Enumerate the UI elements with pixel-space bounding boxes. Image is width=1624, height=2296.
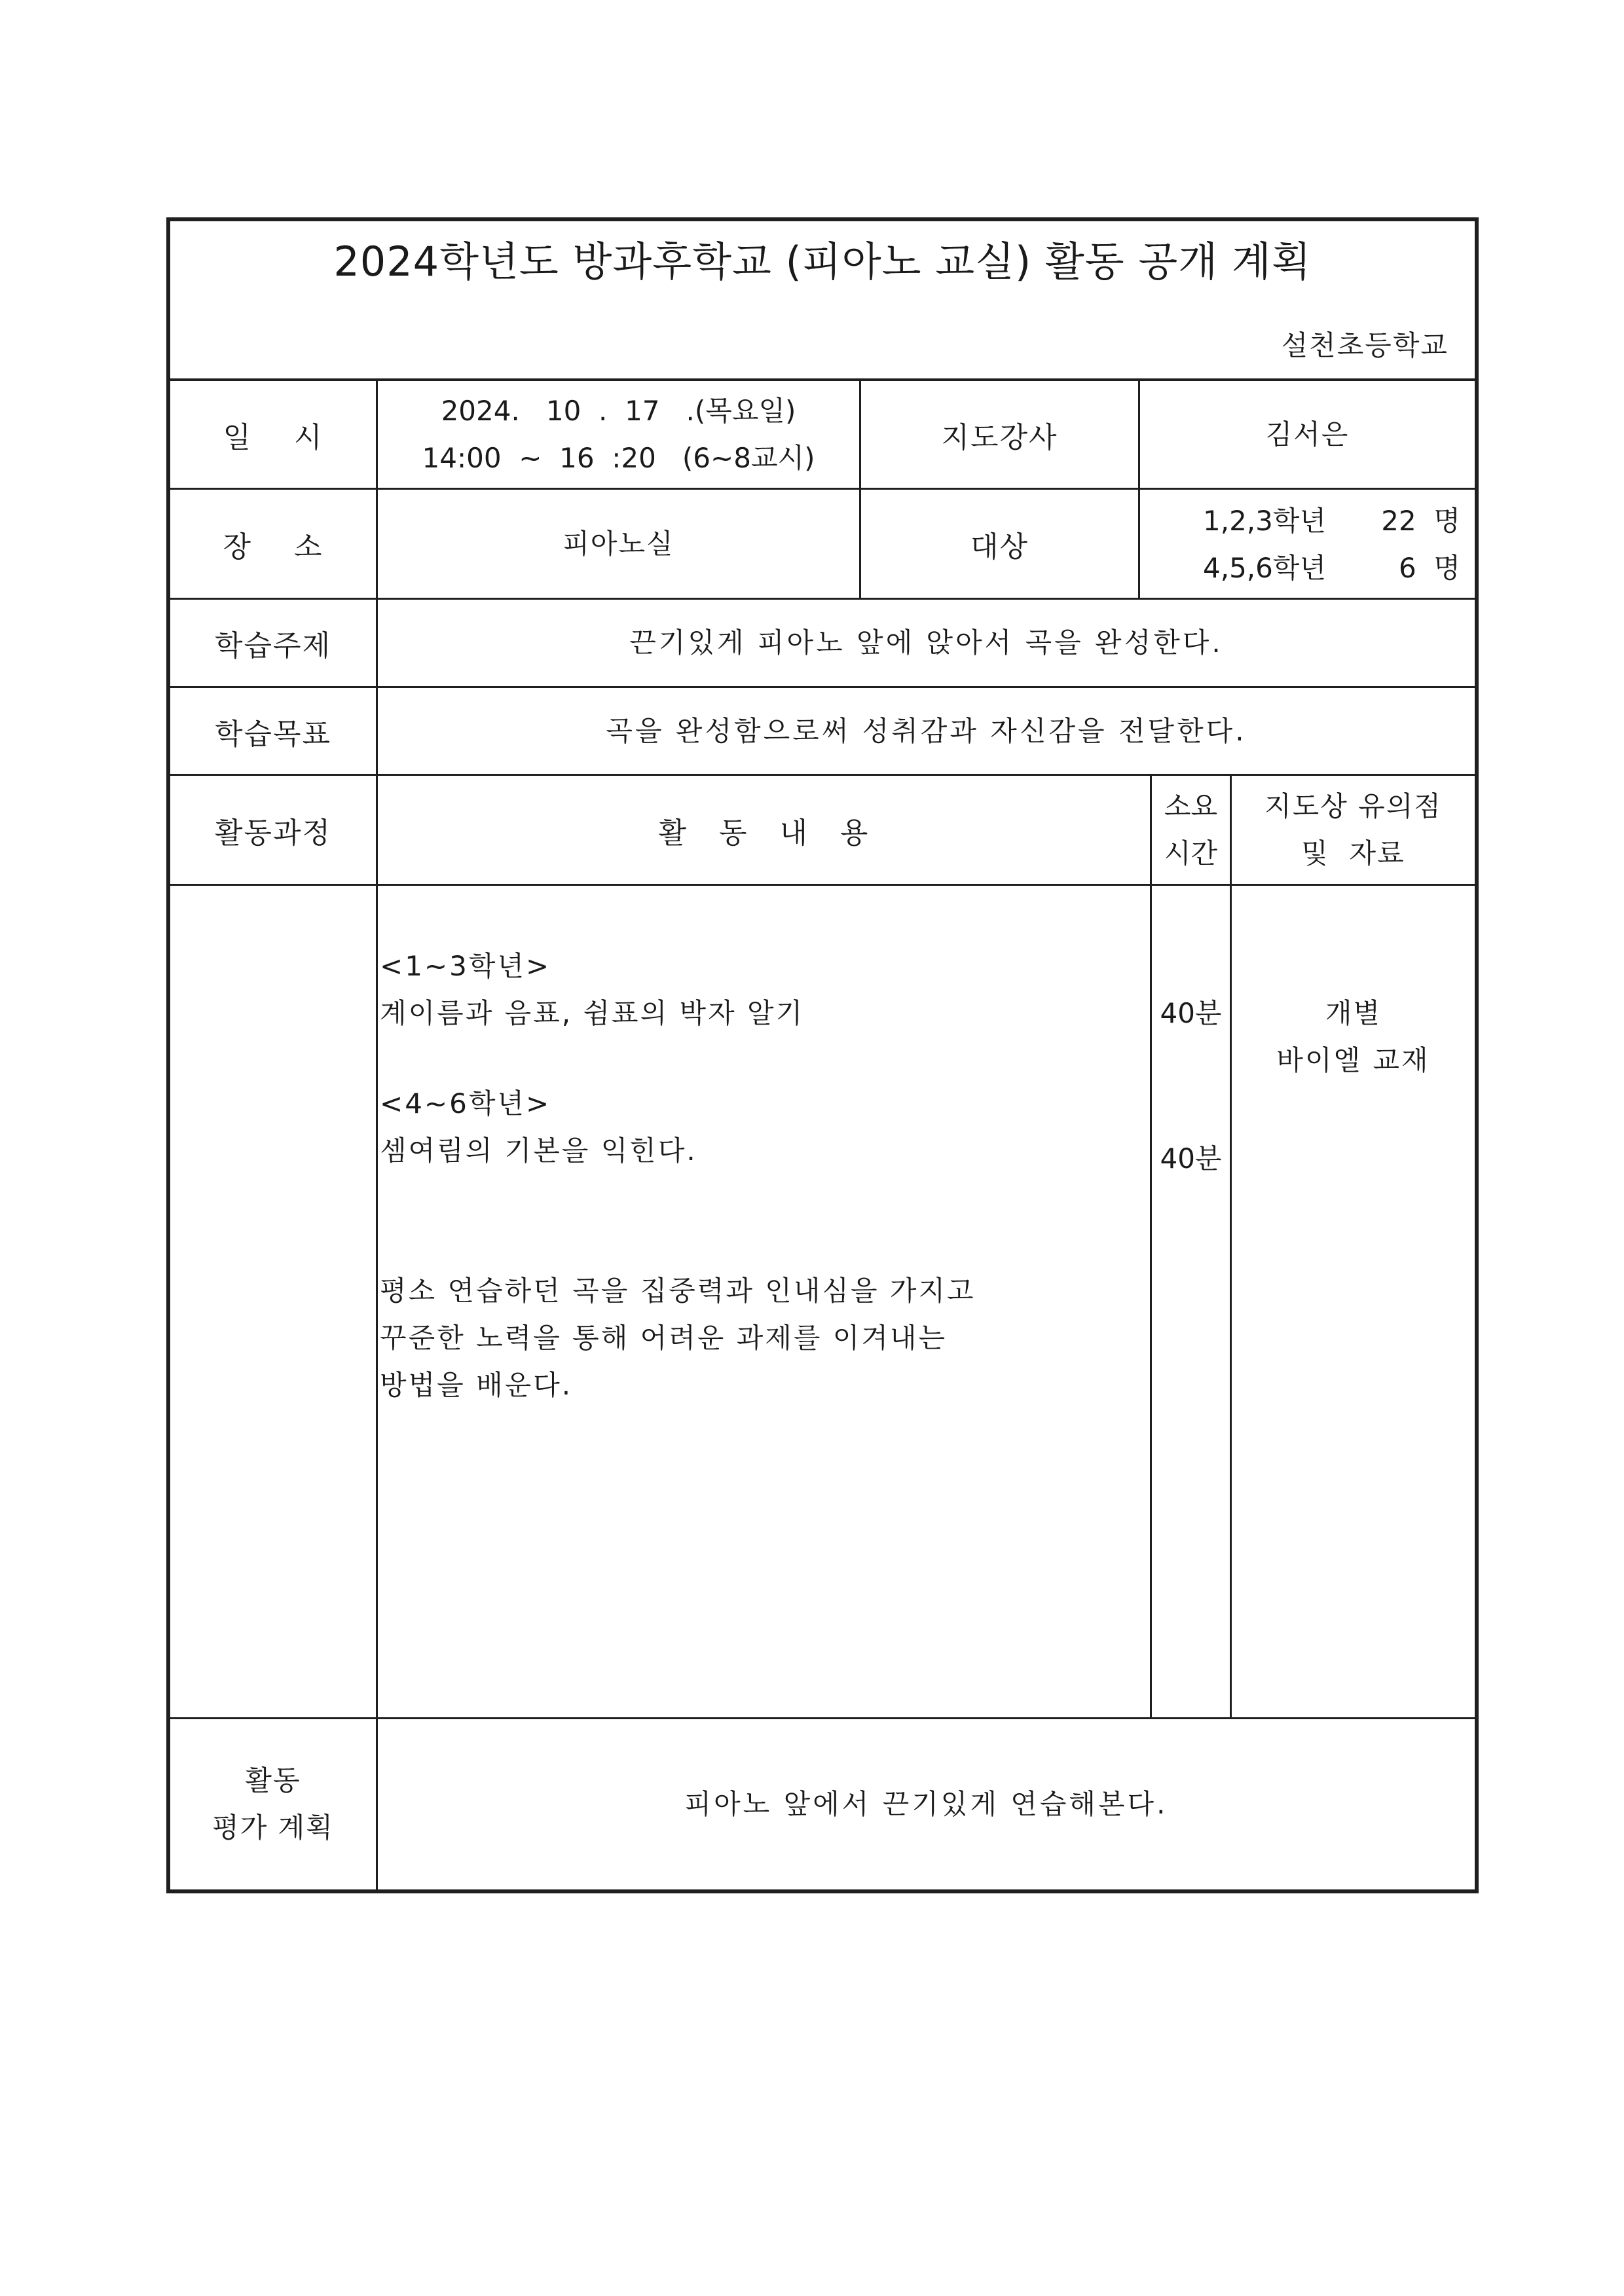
time1-value: 40분 <box>1160 997 1222 1029</box>
notes-line2: 바이엘 교재 <box>1276 1044 1430 1076</box>
time2-value: 40분 <box>1160 1142 1222 1175</box>
subject-label-cell <box>170 600 376 686</box>
activity-content <box>380 943 1146 1409</box>
notes-header-line1: 지도상 유의점 <box>1264 790 1442 822</box>
goal-value: 곡을 완성함으로써 성취감과 자신감을 전달한다. <box>606 714 1247 747</box>
date-label-cell <box>170 381 376 488</box>
place-cell <box>378 490 859 598</box>
subject-value: 끈기있게 피아노 앞에 앉아서 곡을 완성한다. <box>629 627 1223 659</box>
time-header-cell <box>1152 776 1230 884</box>
evaluation-value: 피아노 앞에서 끈기있게 연습해본다. <box>684 1788 1168 1820</box>
instructor-label: 지도강사 <box>941 420 1058 454</box>
target-cell <box>1140 490 1475 598</box>
target-grade-1: 1,2,3학년 <box>1203 505 1327 537</box>
time2-cell <box>1152 1135 1230 1182</box>
group1-text: 계이름과 음표, 쉼표의 박자 알기 <box>380 997 805 1029</box>
notes-header-line2: 및 자료 <box>1301 837 1405 869</box>
evaluation-label-line2: 평가 계획 <box>212 1812 334 1844</box>
evaluation-label-cell <box>170 1719 376 1889</box>
date-label: 일 시 <box>223 420 323 454</box>
border-bottom <box>166 1889 1479 1893</box>
target-label: 대상 <box>970 530 1029 564</box>
target-count-1: 22 명 <box>1381 505 1460 537</box>
place-label: 장 소 <box>223 530 323 564</box>
border-right <box>1475 217 1479 1893</box>
date-cell <box>378 381 859 488</box>
group1-heading: <1~3학년> <box>380 950 551 982</box>
process-label: 활동과정 <box>214 816 331 850</box>
subject-label: 학습주제 <box>214 629 331 663</box>
goal-label-cell <box>170 688 376 774</box>
method-line2: 꾸준한 노력을 통해 어려운 과제를 이겨내는 <box>380 1322 948 1354</box>
target-label-cell <box>861 490 1138 598</box>
col-time <box>1150 774 1152 1719</box>
target-grade-2: 4,5,6학년 <box>1203 552 1327 584</box>
process-label-cell <box>170 776 376 884</box>
notes-line1: 개별 <box>1325 997 1382 1029</box>
content-header-cell <box>378 776 1150 884</box>
school-name: 설천초등학교 <box>1281 329 1449 361</box>
evaluation-cell <box>378 1719 1475 1889</box>
time-header-line1: 소요 <box>1164 790 1218 822</box>
page-title: 2024학년도 방과후학교 (피아노 교실) 활동 공개 계획 <box>333 237 1312 285</box>
time-header-line2: 시간 <box>1164 837 1218 869</box>
school-cell <box>170 314 1449 377</box>
title-cell <box>170 221 1475 295</box>
goal-label: 학습목표 <box>214 717 331 751</box>
evaluation-label-line1: 활동 <box>245 1764 301 1796</box>
time1-cell <box>1152 990 1230 1037</box>
goal-cell <box>378 688 1475 774</box>
col-notes <box>1230 774 1232 1719</box>
content-header: 활 동 내 용 <box>658 816 870 850</box>
group2-text: 셈여림의 기본을 익힌다. <box>380 1135 697 1167</box>
group2-heading: <4~6학년> <box>380 1087 551 1120</box>
place-value: 피아노실 <box>563 527 674 560</box>
instructor-label-cell <box>861 381 1138 488</box>
date-line1: 2024. 10 . 17 .(목요일) <box>441 394 796 427</box>
target-count-2: 6 명 <box>1399 552 1460 584</box>
notes-header-cell <box>1232 776 1475 884</box>
instructor-name: 김서은 <box>1265 418 1350 450</box>
method-line3: 방법을 배운다. <box>380 1369 573 1401</box>
subject-cell <box>378 600 1475 686</box>
method-line1: 평소 연습하던 곡을 집중력과 인내심을 가지고 <box>380 1275 976 1307</box>
notes-cell <box>1232 990 1475 1084</box>
place-label-cell <box>170 490 376 598</box>
date-line2: 14:00 ~ 16 :20 (6~8교시) <box>422 441 815 474</box>
instructor-cell <box>1140 381 1475 488</box>
rule-activity-header <box>166 884 1479 886</box>
